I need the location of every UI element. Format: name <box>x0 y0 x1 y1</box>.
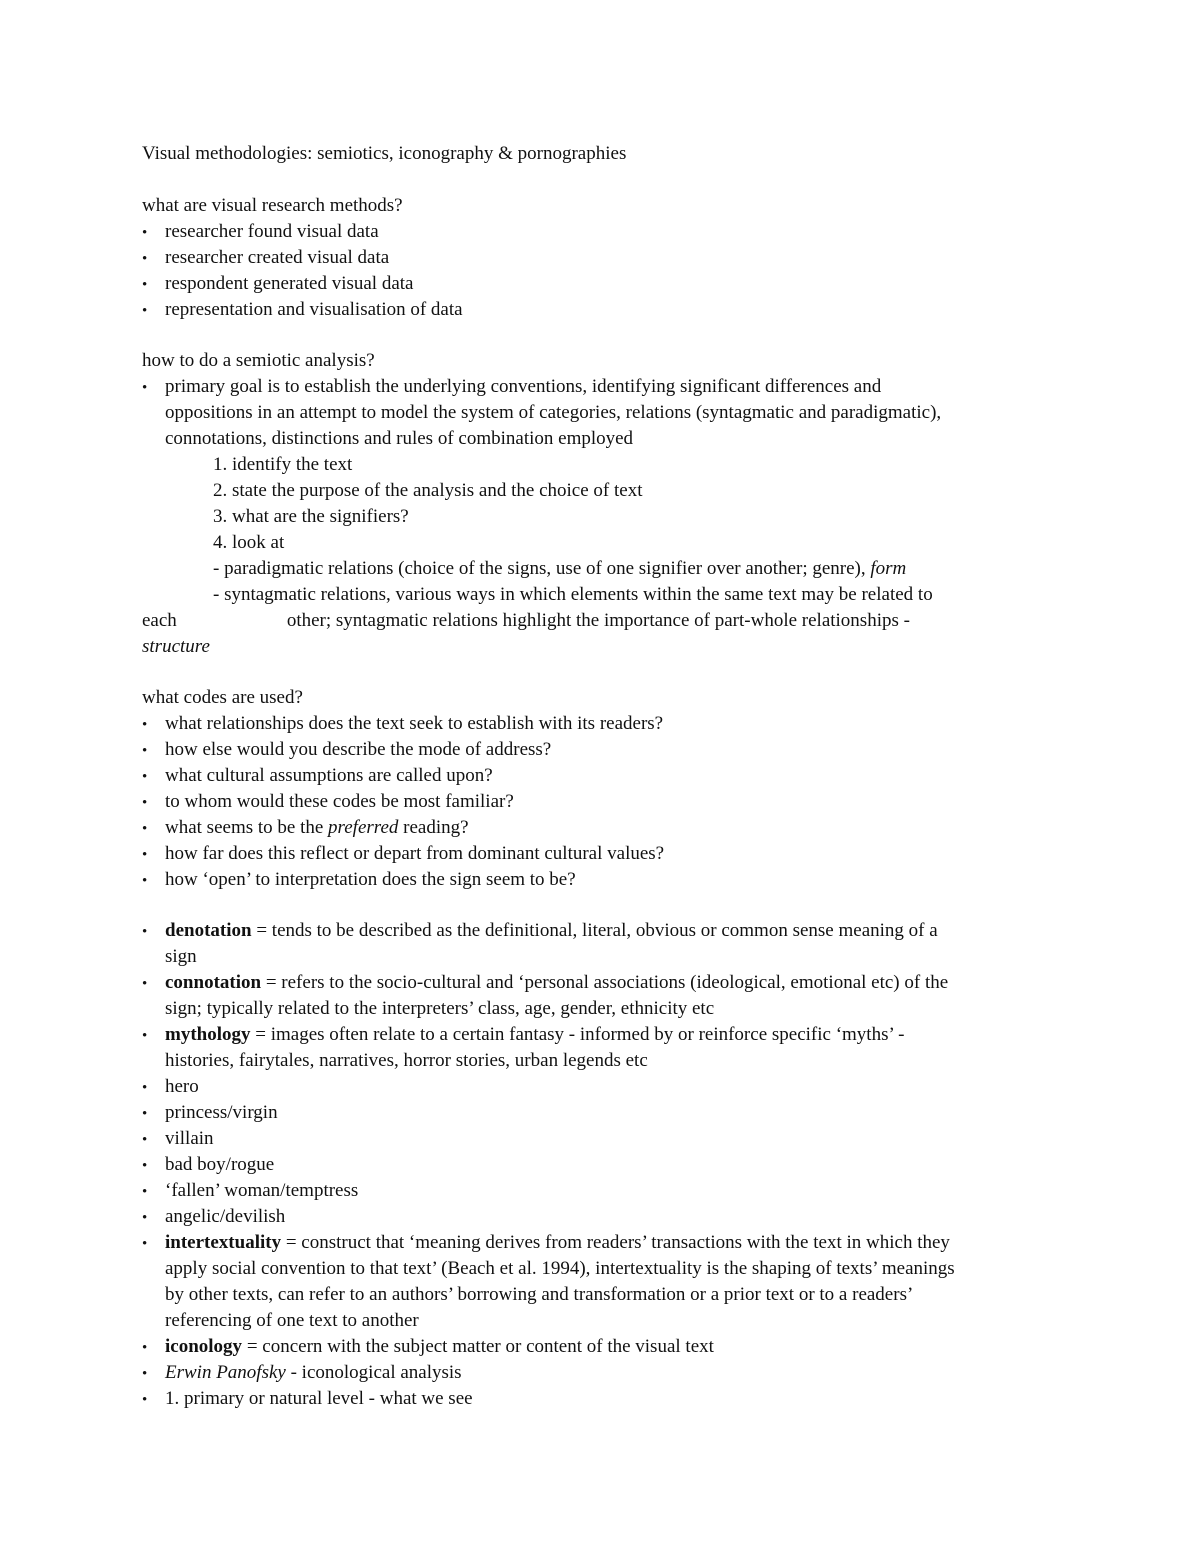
archetype-item: ‘fallen’ woman/temptress <box>165 1180 359 1201</box>
preferred-pre: what seems to be the <box>165 817 329 838</box>
archetype-item: villain <box>165 1128 214 1149</box>
panofsky-name: Erwin Panofsky <box>165 1362 286 1383</box>
bullet <box>142 1152 154 1179</box>
section-heading-visual-methods: what are visual research methods? <box>142 195 403 216</box>
bullet <box>142 271 154 298</box>
goal-line: oppositions in an attempt to model the system of categories, relations (syntagmatic and paradigmatic), <box>165 402 942 423</box>
panofsky-line <box>165 1360 462 1386</box>
bullet <box>142 737 154 764</box>
intertextuality-continued: by other texts, can refer to an authors’ borrowing and transformation or a prior text or to a readers’ <box>165 1284 914 1305</box>
connotation-term: connotation <box>165 972 262 993</box>
denotation-term: denotation <box>165 920 252 941</box>
list-item: how ‘open’ to interpretation does the sign seem to be? <box>165 869 576 890</box>
archetype-item: bad boy/rogue <box>165 1154 275 1175</box>
bullet <box>142 970 154 997</box>
intertextuality-definition <box>165 1230 950 1256</box>
archetype-item: angelic/devilish <box>165 1206 286 1227</box>
list-item: researcher created visual data <box>165 247 390 268</box>
mythology-definition <box>165 1022 904 1048</box>
list-item: how far does this reflect or depart from dominant cultural values? <box>165 843 665 864</box>
bullet <box>142 841 154 868</box>
bullet <box>142 711 154 738</box>
list-item: what cultural assumptions are called upon? <box>165 765 493 786</box>
step-item: 2. state the purpose of the analysis and the choice of text <box>213 480 643 501</box>
section-heading-semiotic-analysis: how to do a semiotic analysis? <box>142 350 375 371</box>
bullet <box>142 1126 154 1153</box>
paradigmatic-emphasis: form <box>870 558 907 579</box>
document-title: Visual methodologies: semiotics, iconography & pornographies <box>142 143 627 164</box>
bullet <box>142 1074 154 1101</box>
syntagmatic-emphasis: structure <box>142 636 210 657</box>
mythology-text: = images often relate to a certain fantasy - informed by or reinforce specific ‘myths’ - <box>250 1024 905 1045</box>
syntagmatic-line: - syntagmatic relations, various ways in which elements within the same text may be related to <box>213 584 933 605</box>
section-heading-codes: what codes are used? <box>142 687 303 708</box>
bullet <box>142 1204 154 1231</box>
list-item: researcher found visual data <box>165 221 379 242</box>
syntagmatic-text: other; syntagmatic relations highlight the importance of part-whole relationships - <box>286 610 910 631</box>
paradigmatic-text: - paradigmatic relations (choice of the signs, use of one signifier over another; genre), <box>213 558 871 579</box>
list-item: representation and visualisation of data <box>165 299 463 320</box>
step-item: 1. identify the text <box>213 454 353 475</box>
goal-line: primary goal is to establish the underlying conventions, identifying significant differences and <box>165 376 882 397</box>
primary-level-line: 1. primary or natural level - what we see <box>165 1388 473 1409</box>
bullet <box>142 297 154 324</box>
mythology-continued: histories, fairytales, narratives, horror stories, urban legends etc <box>165 1050 648 1071</box>
denotation-continued: sign <box>165 946 197 967</box>
list-item: what relationships does the text seek to establish with its readers? <box>165 713 664 734</box>
connotation-definition <box>165 970 948 996</box>
syntagmatic-emphasis-line <box>142 634 210 660</box>
bullet <box>142 374 154 401</box>
bullet <box>142 763 154 790</box>
bullet <box>142 918 154 945</box>
mythology-term: mythology <box>165 1024 251 1045</box>
syntagmatic-each: each <box>142 610 177 631</box>
intertextuality-term: intertextuality <box>165 1232 282 1253</box>
denotation-definition <box>165 918 938 944</box>
bullet <box>142 1334 154 1361</box>
syntagmatic-continued-line <box>142 608 910 634</box>
intertextuality-continued: apply social convention to that text’ (Beach et al. 1994), intertextuality is the shaping of texts’ meanings <box>165 1258 955 1279</box>
bullet <box>142 815 154 842</box>
iconology-term: iconology <box>165 1336 243 1357</box>
bullet <box>142 789 154 816</box>
bullet <box>142 1178 154 1205</box>
list-item: how else would you describe the mode of address? <box>165 739 552 760</box>
bullet <box>142 867 154 894</box>
bullet <box>142 1022 154 1049</box>
archetype-item: hero <box>165 1076 199 1097</box>
bullet <box>142 1230 154 1257</box>
iconology-text: = concern with the subject matter or content of the visual text <box>242 1336 714 1357</box>
list-item: to whom would these codes be most familiar? <box>165 791 514 812</box>
goal-line: connotations, distinctions and rules of combination employed <box>165 428 634 449</box>
list-item: respondent generated visual data <box>165 273 414 294</box>
denotation-text: = tends to be described as the definitional, literal, obvious or common sense meaning of a <box>251 920 938 941</box>
iconology-definition <box>165 1334 714 1360</box>
intertextuality-text: = construct that ‘meaning derives from readers’ transactions with the text in which they <box>281 1232 950 1253</box>
bullet <box>142 1386 154 1413</box>
step-item: 4. look at <box>213 532 285 553</box>
step-item: 3. what are the signifiers? <box>213 506 409 527</box>
bullet <box>142 245 154 272</box>
bullet <box>142 219 154 246</box>
connotation-continued: sign; typically related to the interpreters’ class, age, gender, ethnicity etc <box>165 998 715 1019</box>
list-item-preferred <box>165 815 469 841</box>
preferred-post: reading? <box>398 817 469 838</box>
connotation-text: = refers to the socio-cultural and ‘personal associations (ideological, emotional etc) of the <box>261 972 949 993</box>
bullet <box>142 1360 154 1387</box>
preferred-emphasis: preferred <box>328 817 399 838</box>
archetype-item: princess/virgin <box>165 1102 278 1123</box>
bullet <box>142 1100 154 1127</box>
paradigmatic-line <box>213 556 906 582</box>
panofsky-text: - iconological analysis <box>285 1362 462 1383</box>
intertextuality-continued: referencing of one text to another <box>165 1310 419 1331</box>
